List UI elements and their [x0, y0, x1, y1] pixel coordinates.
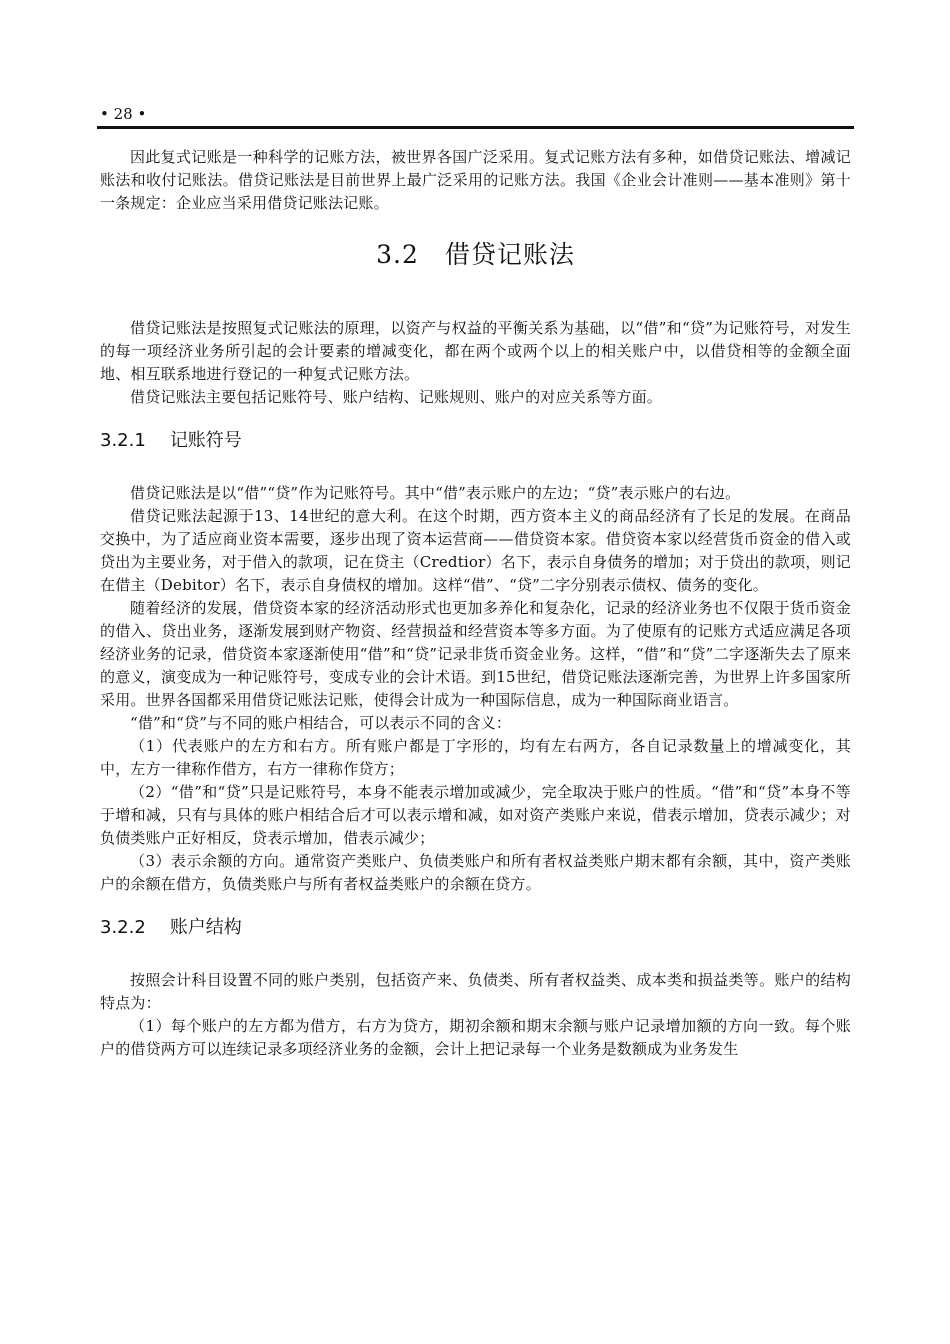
- subsection-number: 3.2.2: [100, 917, 146, 938]
- header-rule: [97, 126, 854, 129]
- page-content: [100, 146, 851, 1061]
- list-item-paragraph: （3）表示余额的方向。通常资产类账户、负债类账户和所有者权益类账户期末都有余额，其中，资产类账户的余额在借方，负债类账户与所有者权益类账户的余额在贷方。: [100, 852, 851, 893]
- body-paragraph: “借”和“贷”与不同的账户相结合，可以表示不同的含义：: [130, 714, 512, 732]
- list-item-paragraph: （1）代表账户的左方和右方。所有账户都是丁字形的，均有左右两方，各自记录数量上的增减变化，其中，左方一律称作借方，右方一律称作贷方；: [100, 737, 851, 778]
- section-number: 3.2: [376, 240, 419, 269]
- section-paragraph: 借贷记账法是按照复式记账法的原理，以资产与权益的平衡关系为基础，以“借”和“贷”为记账符号，对发生的每一项经济业务所引起的会计要素的增减变化，都在两个或两个以上的相关账户中，以借贷相等的金额全面地、相互联系地进行登记的一种复式记账方法。: [100, 319, 851, 383]
- subsection-number: 3.2.1: [100, 430, 146, 451]
- intro-paragraph: 因此复式记账是一种科学的记账方法，被世界各国广泛采用。复式记账方法有多种，如借贷记账法、增减记账法和收付记账法。借贷记账法是目前世界上最广泛采用的记账方法。我国《企业会计准则——基本准则》第十一条规定：企业应当采用借贷记账法记账。: [100, 148, 851, 212]
- section-paragraph: 借贷记账法主要包括记账符号、账户结构、记账规则、账户的对应关系等方面。: [130, 388, 663, 406]
- section-heading: [100, 239, 851, 271]
- subsection-title: 记账符号: [169, 430, 242, 451]
- list-item-paragraph: （2）“借”和“贷”只是记账符号，本身不能表示增加或减少，完全取决于账户的性质。“借”和“贷”本身不等于增和减，只有与具体的账户相结合后才可以表示增和减，如对资产类账户来说，借表示增加，贷表示减少；对负债类账户正好相反，贷表示增加，借表示减少；: [100, 783, 851, 847]
- subsection-heading: [100, 916, 851, 940]
- subsection-title: 账户结构: [169, 917, 242, 938]
- body-paragraph: 借贷记账法是以“借”“贷”作为记账符号。其中“借”表示账户的左边；“贷”表示账户的右边。: [130, 484, 741, 502]
- body-paragraph: 借贷记账法起源于13、14世纪的意大利。在这个时期，西方资本主义的商品经济有了长足的发展。在商品交换中，为了适应商业资本需要，逐步出现了资本运营商——借贷资本家。借贷资本家以经营货币资金的借入或贷出为主要业务，对于借入的款项，记在贷主（Credtior）名下，表示自身债务的增加；对于贷出的款项，则记在借主（Debitor）名下，表示自身债权的增加。这样“借”、“贷”二字分别表示债权、债务的变化。: [100, 507, 851, 594]
- list-item-paragraph: （1）每个账户的左方都为借方，右方为贷方，期初余额和期末余额与账户记录增加额的方向一致。每个账户的借贷两方可以连续记录多项经济业务的金额，会计上把记录每一个业务是数额成为业务发生: [100, 1017, 851, 1058]
- body-paragraph: 按照会计科目设置不同的账户类别，包括资产来、负债类、所有者权益类、成本类和损益类等。账户的结构特点为：: [100, 971, 851, 1012]
- section-title: 借贷记账法: [444, 240, 575, 269]
- page-number: • 28 •: [100, 105, 147, 123]
- body-paragraph: 随着经济的发展，借贷资本家的经济活动形式也更加多养化和复杂化，记录的经济业务也不仅限于货币资金的借入、贷出业务，逐渐发展到财产物资、经营损益和经营资本等多方面。为了使原有的记账方式适应满足各项经济业务的记录，借贷资本家逐渐使用“借”和“贷”记录非货币资金业务。这样，“借”和“贷”二字逐渐失去了原来的意义，演变成为一种记账符号，变成专业的会计术语。到15世纪，借贷记账法逐渐完善，为世界上许多国家所采用。世界各国都采用借贷记账法记账，使得会计成为一种国际信息，成为一种国际商业语言。: [100, 599, 851, 709]
- subsection-heading: [100, 429, 851, 453]
